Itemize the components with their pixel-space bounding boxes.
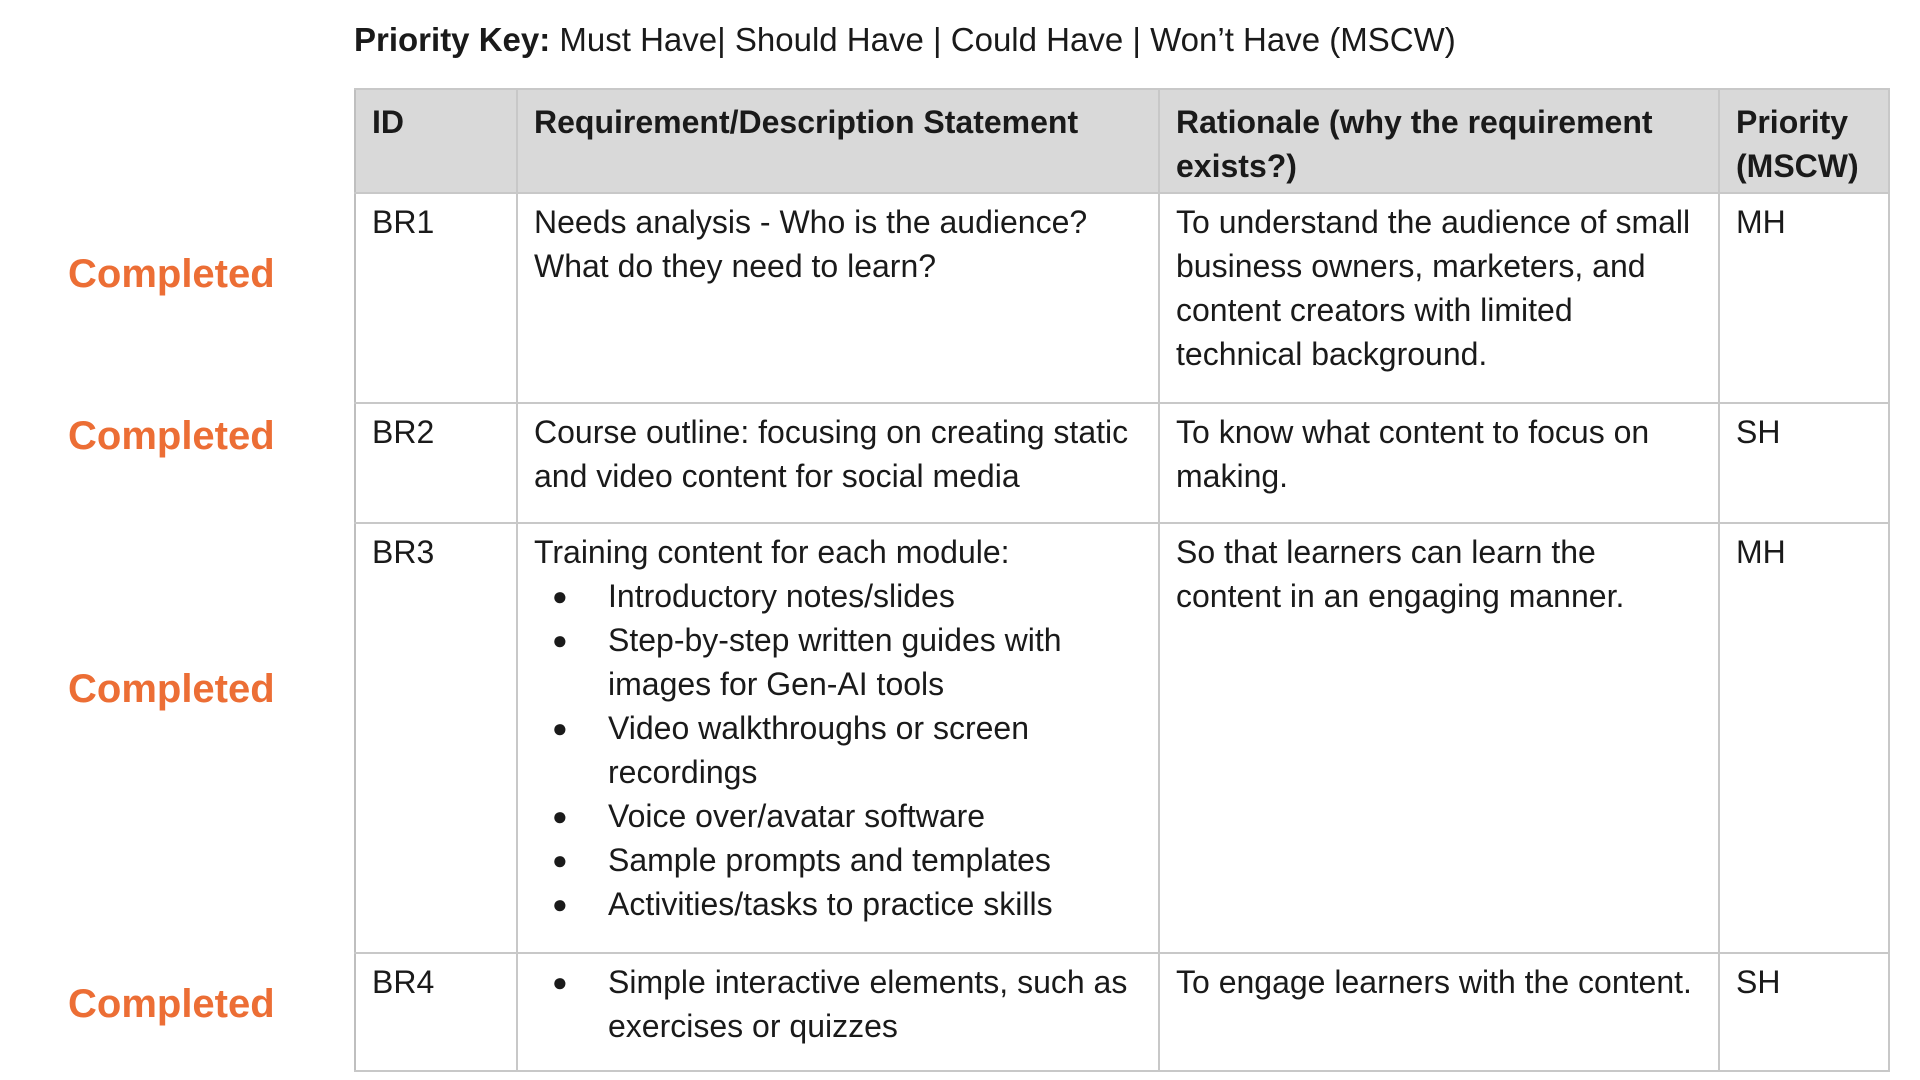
cell-priority: MH <box>1719 193 1889 403</box>
table-row <box>355 523 1889 953</box>
list-item <box>534 618 1142 706</box>
cell-id: BR2 <box>355 403 517 523</box>
cell-rationale: To know what content to focus on making. <box>1159 403 1719 523</box>
header-requirement: Requirement/Description Statement <box>517 89 1159 193</box>
bullet-icon: ● <box>552 889 568 919</box>
priority-could-have: Could Have <box>950 21 1124 58</box>
bullet-list <box>534 574 1142 926</box>
requirement-intro: Training content for each module: <box>534 534 1010 570</box>
table-row <box>355 403 1889 523</box>
priority-wont-have: Won’t Have (MSCW) <box>1150 21 1456 58</box>
cell-requirement: Needs analysis - Who is the audience? What do they need to learn? <box>517 193 1159 403</box>
cell-id: BR3 <box>355 523 517 953</box>
cell-rationale: To engage learners with the content. <box>1159 953 1719 1071</box>
list-item <box>534 706 1142 794</box>
list-item <box>534 882 1142 926</box>
cell-id: BR1 <box>355 193 517 403</box>
cell-id: BR4 <box>355 953 517 1071</box>
bullet-icon: ● <box>552 713 568 743</box>
priority-separator: | <box>1132 21 1141 58</box>
table-row <box>355 953 1889 1071</box>
bullet-icon: ● <box>552 625 568 655</box>
list-item <box>534 794 1142 838</box>
priority-separator: | <box>933 21 942 58</box>
table-header-row <box>355 89 1889 193</box>
priority-should-have: Should Have <box>734 21 924 58</box>
cell-rationale: So that learners can learn the content in an engaging manner. <box>1159 523 1719 953</box>
header-rationale: Rationale (why the requirement exists?) <box>1159 89 1719 193</box>
list-item-text: Activities/tasks to practice skills <box>608 886 1053 922</box>
priority-key-label: Priority Key: <box>354 21 551 58</box>
bullet-icon: ● <box>552 967 568 997</box>
header-priority: Priority (MSCW) <box>1719 89 1889 193</box>
bullet-icon: ● <box>552 581 568 611</box>
cell-priority: MH <box>1719 523 1889 953</box>
cell-requirement <box>517 523 1159 953</box>
requirements-table <box>354 88 1890 1072</box>
list-item <box>534 960 1142 1048</box>
bullet-list <box>534 960 1142 1048</box>
list-item-text: Step-by-step written guides with images for Gen-AI tools <box>608 622 1062 702</box>
list-item <box>534 574 1142 618</box>
cell-rationale: To understand the audience of small business owners, marketers, and content creators with limited technical background. <box>1159 193 1719 403</box>
table-row <box>355 193 1889 403</box>
bullet-icon: ● <box>552 845 568 875</box>
list-item <box>534 838 1142 882</box>
priority-key <box>354 18 1456 62</box>
status-label-br2: Completed <box>68 414 275 458</box>
list-item-text: Sample prompts and templates <box>608 842 1051 878</box>
status-label-br1: Completed <box>68 252 275 296</box>
list-item-text: Video walkthroughs or screen recordings <box>608 710 1029 790</box>
cell-requirement <box>517 953 1159 1071</box>
priority-must-have: Must Have| <box>559 21 726 58</box>
list-item-text: Voice over/avatar software <box>608 798 986 834</box>
status-label-br3: Completed <box>68 667 275 711</box>
cell-requirement: Course outline: focusing on creating static and video content for social media <box>517 403 1159 523</box>
status-label-br4: Completed <box>68 982 275 1026</box>
header-id: ID <box>355 89 517 193</box>
bullet-icon: ● <box>552 801 568 831</box>
list-item-text: Introductory notes/slides <box>608 578 955 614</box>
list-item-text: Simple interactive elements, such as exercises or quizzes <box>608 964 1128 1044</box>
cell-priority: SH <box>1719 403 1889 523</box>
cell-priority: SH <box>1719 953 1889 1071</box>
